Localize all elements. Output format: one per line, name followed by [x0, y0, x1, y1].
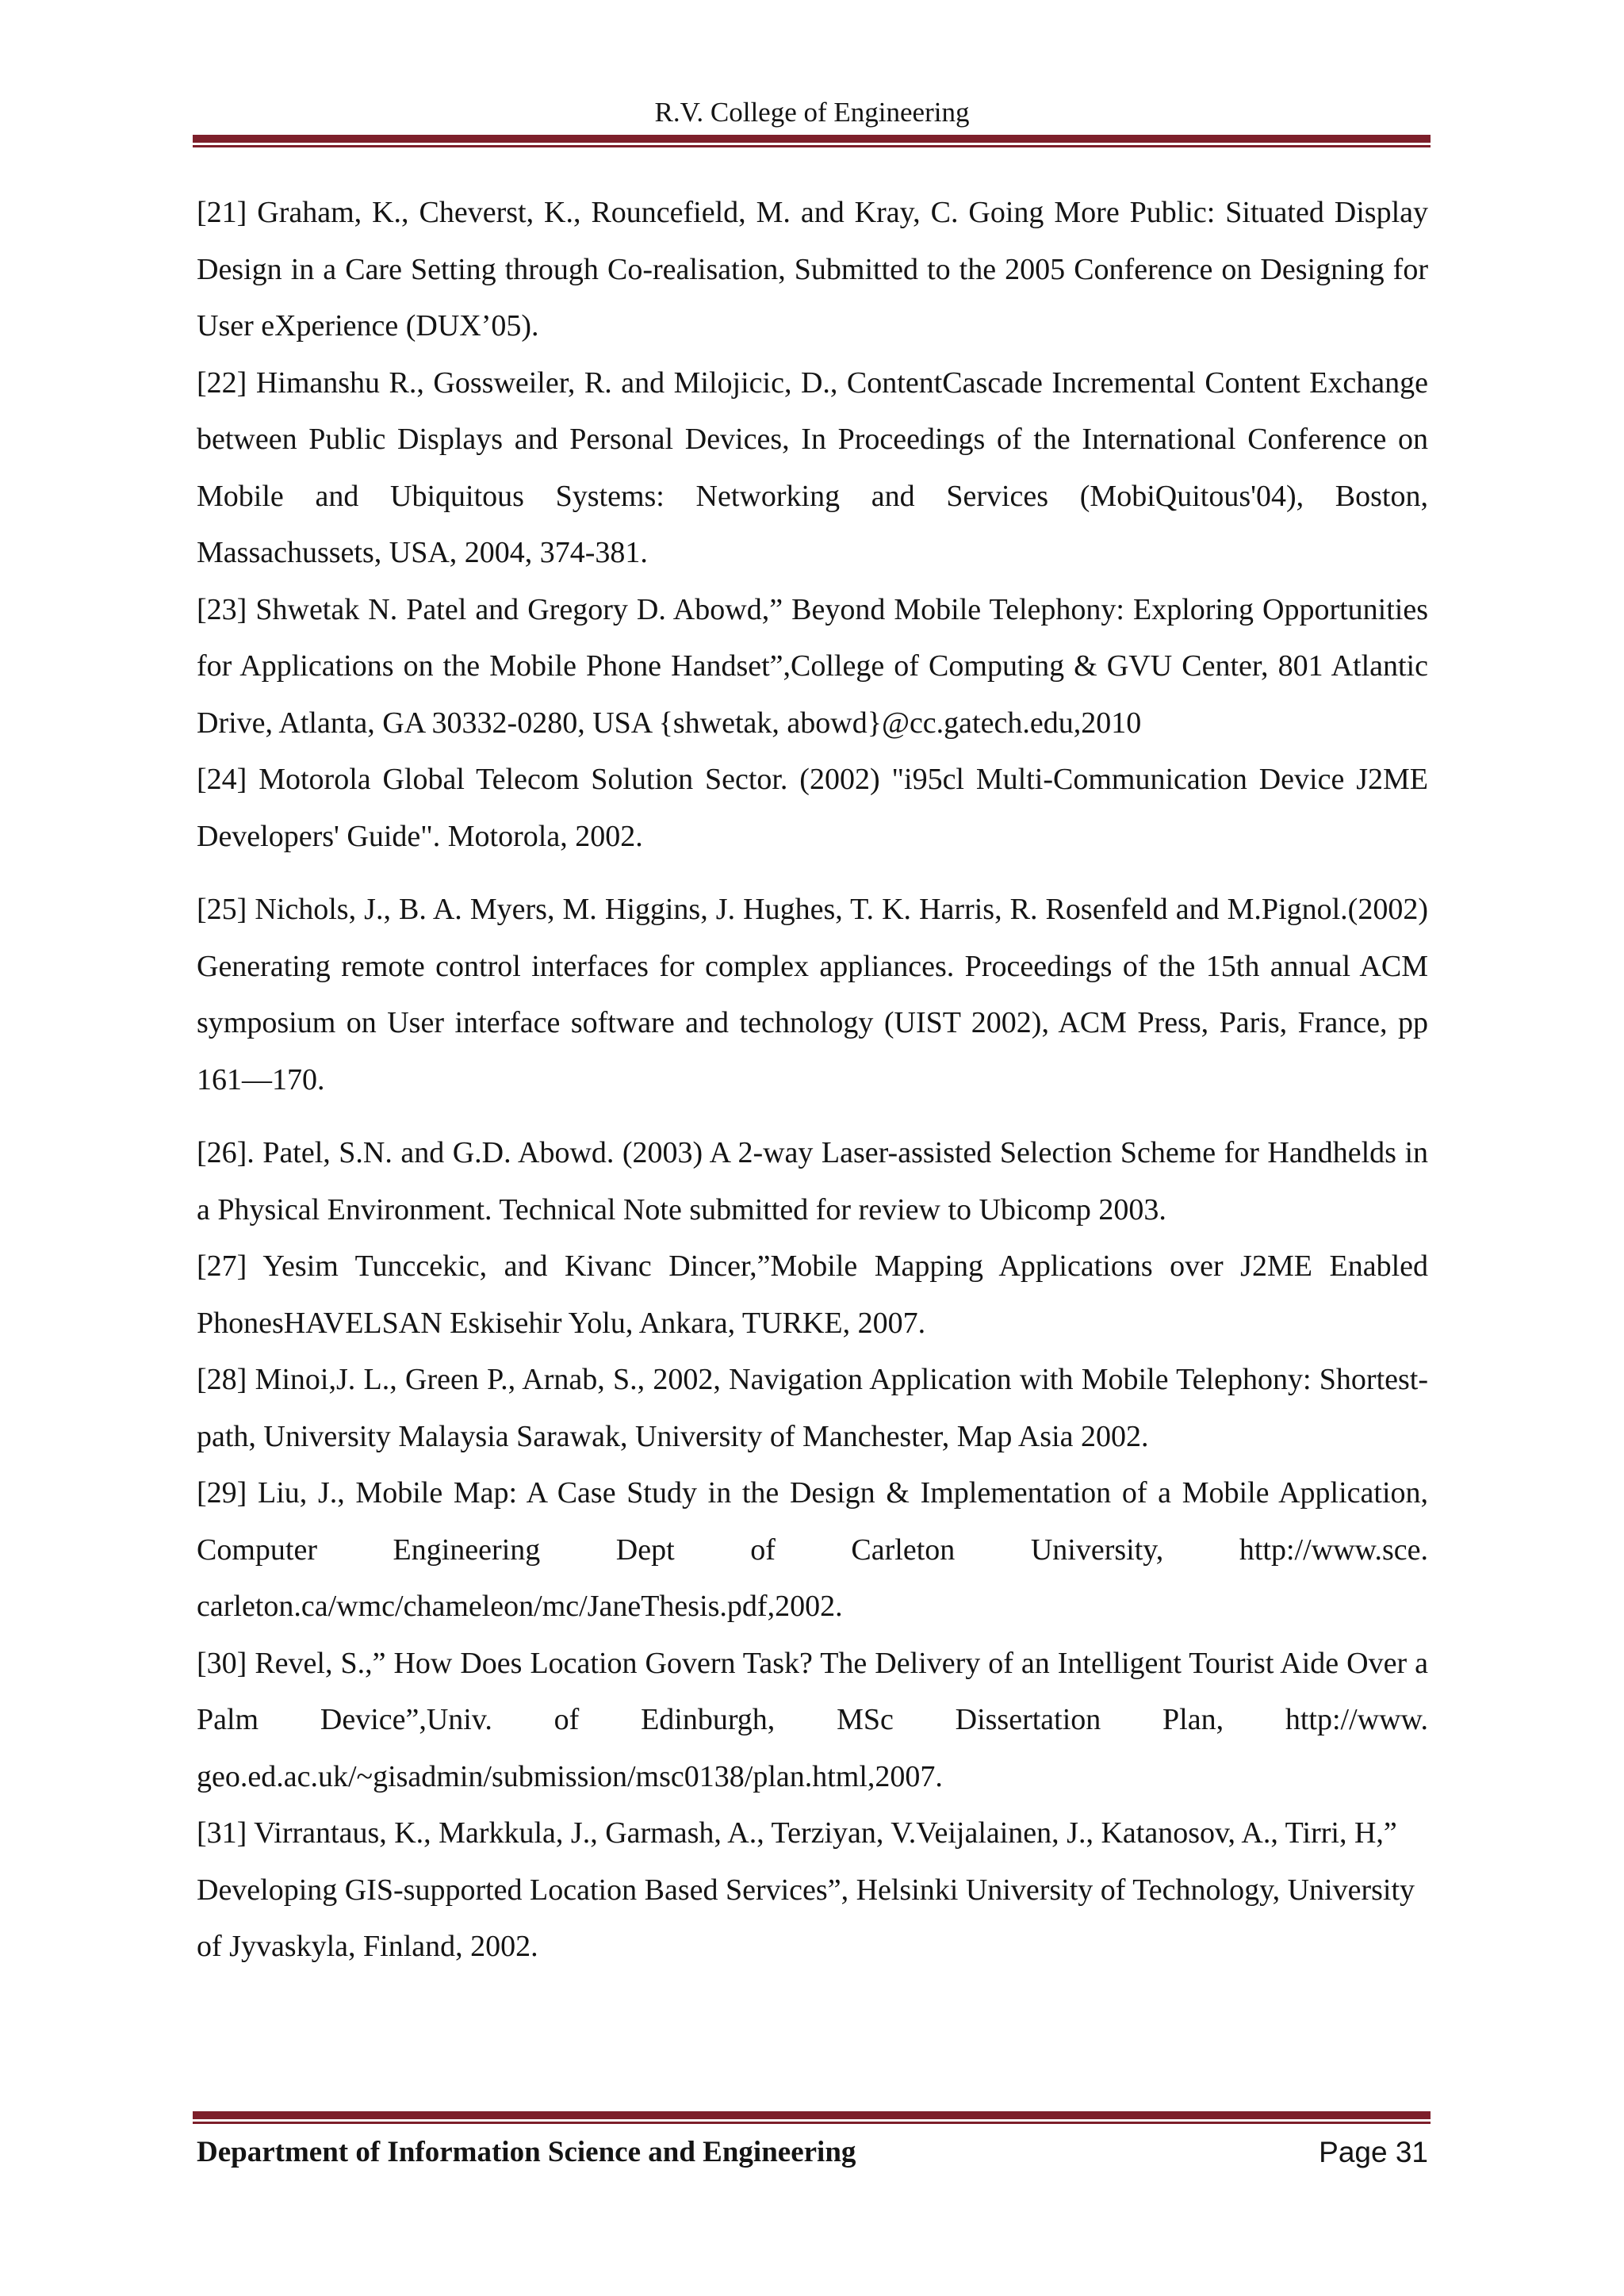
header-title: R.V. College of Engineering — [654, 97, 970, 128]
reference-25: [25] Nichols, J., B. A. Myers, M. Higgins, J. Hughes, T. K. Harris, R. Rosenfeld and M.Pignol.(2002) Generating remote control interfaces for complex appliances. Proceedings of the 15th annual ACM symposium on User interface software and technology (UIST 2002), ACM Press, Paris, France, pp 161—170. — [197, 893, 1428, 1096]
reference-26: [26]. Patel, S.N. and G.D. Abowd. (2003) A 2-way Laser-assisted Selection Scheme for Handhelds in a Physical Environment. Technical Note submitted for review to Ubicomp 2003. — [197, 1136, 1428, 1226]
reference-30: [30] Revel, S.,” How Does Location Govern Task? The Delivery of an Intelligent Tourist Aide Over a Palm Device”,Univ. of Edinburgh, MSc Dissertation Plan, http://www. geo.ed.ac.uk/~gisadmin/submission/msc0138/plan.html,2007. — [197, 1646, 1428, 1793]
reference-29: [29] Liu, J., Mobile Map: A Case Study in the Design & Implementation of a Mobile Application, Computer Engineering Dept of Carleton University, http://www.sce. carleton.ca/wmc/chameleon/mc/JaneThesis.pdf,2002. — [197, 1476, 1428, 1623]
reference-list — [197, 185, 1428, 1976]
reference-22: [22] Himanshu R., Gossweiler, R. and Milojicic, D., ContentCascade Incremental Content Exchange between Public Displays and Personal Devices, In Proceedings of the International Conference on Mobile and Ubiquitous Systems: Networking and Services (MobiQuitous'04), Boston, Massachussets, USA, 2004, 374-381. — [197, 365, 1428, 569]
reference-28: [28] Minoi,J. L., Green P., Arnab, S., 2002, Navigation Application with Mobile Telephony: Shortest-path, University Malaysia Sarawak, University of Manchester, Map Asia 2002. — [197, 1363, 1428, 1453]
reference-31: [31] Virrantaus, K., Markkula, J., Garmash, A., Terziyan, V.Veijalainen, J., Katanosov, A., Tirri, H,” Developing GIS-supported Location Based Services”, Helsinki University of Technology, University of Jyvaskyla, Finland, 2002. — [197, 1816, 1415, 1963]
reference-24: [24] Motorola Global Telecom Solution Sector. (2002) "i95cl Multi-Communication Device J2ME Developers' Guide". Motorola, 2002. — [197, 763, 1428, 853]
header-divider — [193, 135, 1431, 147]
footer-divider — [193, 2111, 1431, 2124]
page-number: Page 31 — [1319, 2136, 1428, 2168]
reference-23: [23] Shwetak N. Patel and Gregory D. Abowd,” Beyond Mobile Telephony: Exploring Opportunities for Applications on the Mobile Phone Handset”,College of Computing & GVU Center, 801 Atlantic Drive, Atlanta, GA 30332-0280, USA {shwetak, abowd}@cc.gatech.edu,2010 — [197, 592, 1428, 740]
footer-department: Department of Information Science and Engineering — [197, 2136, 856, 2168]
reference-27: [27] Yesim Tunccekic, and Kivanc Dincer,”Mobile Mapping Applications over J2ME Enabled PhonesHAVELSAN Eskisehir Yolu, Ankara, TURKE, 2007. — [197, 1249, 1428, 1340]
reference-21: [21] Graham, K., Cheverst, K., Rouncefield, M. and Kray, C. Going More Public: Situated Display Design in a Care Setting through Co-realisation, Submitted to the 2005 Conference on Designing for User eXperience (DUX’05). — [197, 196, 1428, 342]
